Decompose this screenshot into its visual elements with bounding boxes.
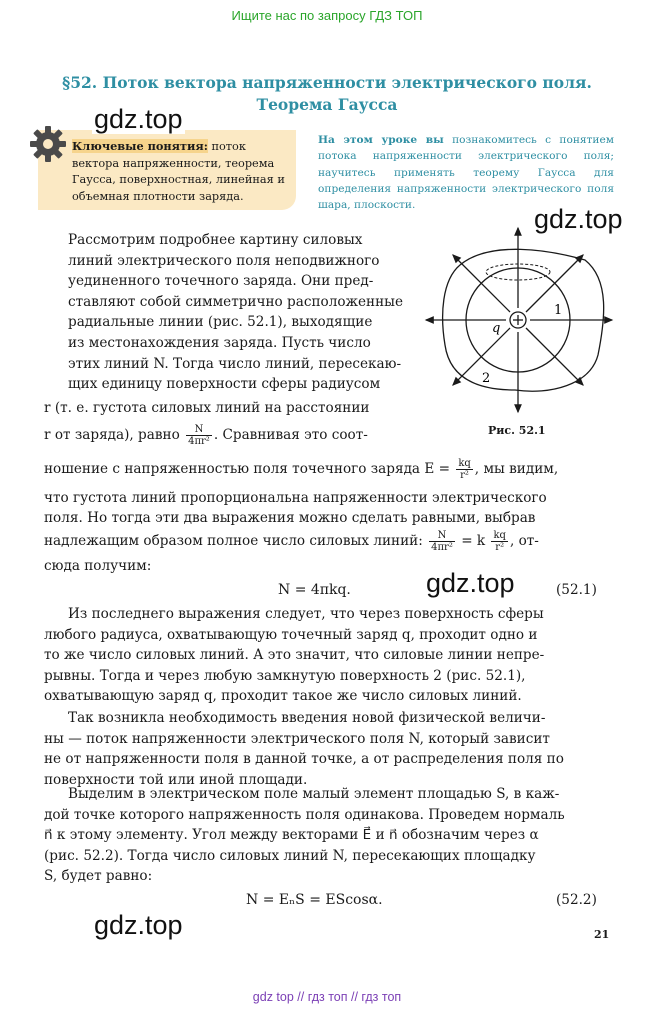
top-banner: Ищите нас по запросу ГДЗ ТОП — [231, 8, 423, 23]
title-line-1: §52. Поток вектора напряженности электрического поля. — [62, 73, 592, 92]
text-line: n⃗ к этому элементу. Угол между векторами E⃗ и n⃗ обозначим через α — [44, 827, 539, 844]
watermark: gdz.top — [534, 204, 623, 234]
text-fragment: . Сравнивая это соот- — [213, 427, 368, 443]
text-line: щих единицу поверхности сферы радиусом — [68, 376, 381, 393]
text-line-with-fraction — [44, 530, 610, 553]
text-line-with-fraction — [44, 458, 610, 481]
text-line: Рассмотрим подробнее картину силовых — [68, 232, 363, 248]
text-line: охватывающую заряд q, проходит такое же число силовых линий. — [44, 688, 522, 705]
paragraph-3 — [44, 708, 610, 790]
text-line: то же число силовых линий. А это значит, что силовые линии непре- — [44, 647, 545, 664]
text-line: поверхности той или иной площади. — [44, 771, 308, 788]
text-line: этих линий N. Тогда число линий, пересекаю- — [68, 355, 402, 372]
text-line: радиальные линии (рис. 52.1), выходящие — [68, 314, 373, 331]
fraction — [456, 458, 472, 481]
paragraph-2 — [44, 604, 610, 707]
fraction — [491, 530, 507, 553]
watermark: gdz.top — [426, 568, 515, 598]
equation-52-2: N = EₙS = EScosα. — [246, 892, 383, 908]
key-concepts-text — [72, 138, 294, 205]
figure-52-1 — [420, 220, 620, 420]
footer: gdz top // гдз топ // гдз топ — [252, 990, 402, 1004]
text-line: ставляют собой симметрично расположенные — [68, 293, 404, 310]
text-line: рывны. Тогда и через любую замкнутую поверхность 2 (рис. 52.1), — [44, 667, 526, 684]
text-line: S, будет равно: — [44, 868, 153, 885]
text-line: любого радиуса, охватывающую точечный заряд q, проходит одно и — [44, 626, 538, 643]
text-line: Выделим в электрическом поле малый элемент площадью S, в каж- — [68, 786, 560, 802]
text-line: r (т. е. густота силовых линий на расстоянии — [44, 400, 370, 416]
key-concepts-body: поток вектора напряженности, теорема Гаусса, поверхностная, линейная и объемная плотности заряда. — [72, 140, 285, 203]
text-fragment: = k — [461, 533, 486, 549]
text-line: Из последнего выражения следует, что через поверхность сферы — [68, 606, 544, 622]
text-line: из местонахождения заряда. Пусть число — [68, 334, 371, 351]
watermark: gdz.top — [94, 104, 183, 134]
key-concepts-label: Ключевые понятия: — [72, 139, 208, 153]
text-line: дой точке которого напряженность поля одинакова. Проведем нормаль — [44, 806, 565, 823]
intro-body: познакомитесь с понятием потока напряженности электрического поля; научитесь применять теорему Гаусса для определения напряженности электрического поля шара, плоскости. — [318, 134, 614, 212]
gear-icon — [28, 124, 68, 164]
fraction-numerator: N — [186, 424, 212, 436]
fraction — [186, 424, 212, 447]
equation-52-1: N = 4πkq. — [278, 582, 351, 598]
text-line: что густота линий пропорциональна напряженности электрического — [44, 490, 547, 506]
intro-lead: На этом уроке вы — [318, 134, 444, 146]
label-q: q — [492, 321, 501, 336]
text-fragment: , от- — [509, 533, 539, 549]
fraction-denominator: r² — [495, 542, 505, 553]
text-fragment: r от заряда), равно — [44, 427, 180, 443]
title-line-2: Теорема Гаусса — [256, 95, 398, 114]
text-line: уединенного точечного заряда. Они пред- — [68, 273, 374, 290]
fraction-denominator: 4πr² — [188, 436, 210, 447]
fraction-denominator: 4πr² — [431, 542, 453, 553]
text-line-with-fraction — [44, 424, 424, 447]
fraction-numerator: kq — [458, 458, 471, 469]
field-line — [453, 255, 510, 312]
paragraph-4 — [44, 784, 610, 887]
page-number: 21 — [594, 928, 610, 941]
text-line: сюда получим: — [44, 558, 152, 574]
text-line: ны — поток напряженности электрического поля N, который зависит — [44, 730, 550, 747]
text-fragment: ношение с напряженностью поля точечного заряда E = — [44, 461, 450, 477]
fraction-numerator: kq — [493, 530, 506, 541]
text-line: линий электрического поля неподвижного — [68, 252, 380, 269]
lesson-intro — [318, 132, 614, 213]
label-1: 1 — [554, 303, 563, 318]
equation-number: (52.1) — [556, 582, 597, 598]
fraction-denominator: r² — [460, 470, 469, 481]
text-line: (рис. 52.2). Тогда число силовых линий N, пересекающих площадку — [44, 847, 536, 864]
text-line: не от напряженности поля в данной точке, а от распределения поля по — [44, 751, 564, 768]
label-2: 2 — [482, 371, 491, 386]
text-line: Так возникла необходимость введения новой физической величи- — [68, 710, 546, 726]
fraction-numerator: N — [429, 530, 455, 542]
text-line: поля. Но тогда эти два выражения можно сделать равными, выбрав — [44, 510, 536, 526]
field-line — [526, 328, 583, 385]
watermark: gdz.top — [94, 910, 183, 940]
fraction — [429, 530, 455, 553]
equation-number: (52.2) — [556, 892, 597, 908]
figure-caption: Рис. 52.1 — [488, 424, 546, 437]
text-fragment: , мы видим, — [474, 461, 559, 477]
text-fragment: надлежащим образом полное число силовых линий: — [44, 533, 423, 549]
paragraph-1 — [68, 230, 408, 395]
